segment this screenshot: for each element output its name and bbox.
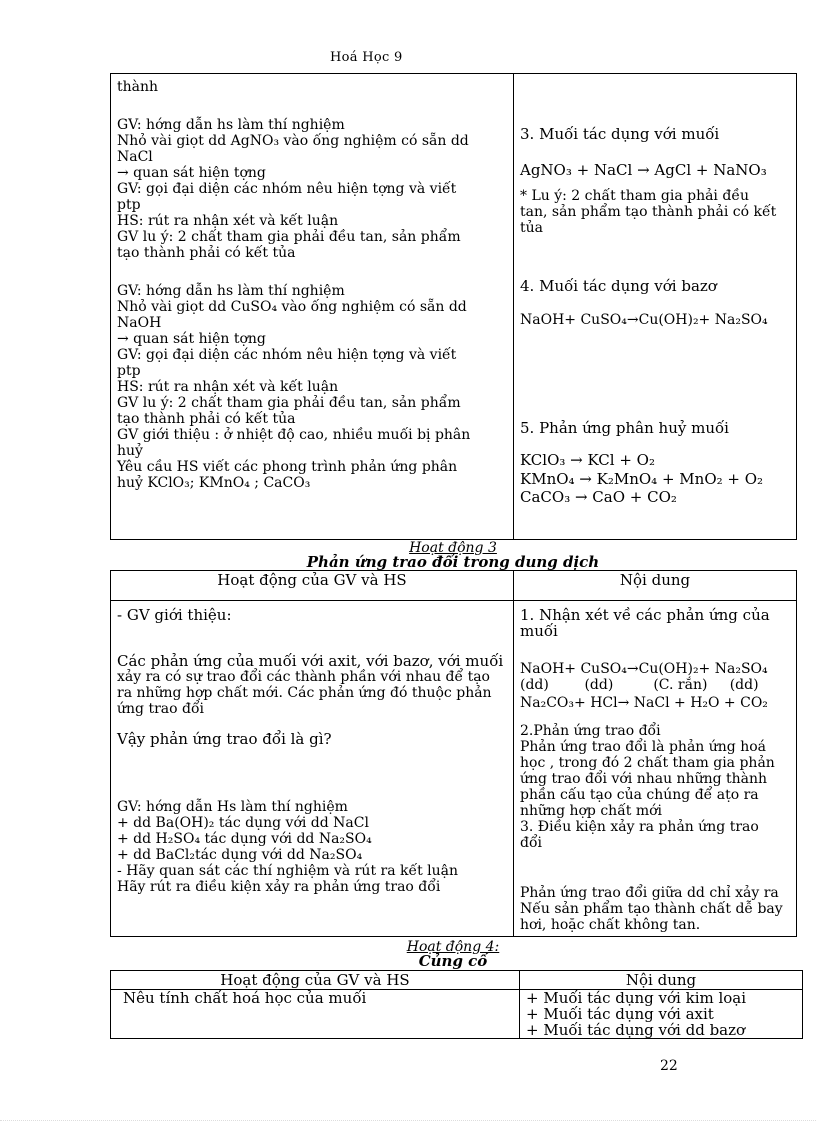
text-line: đổi xyxy=(520,835,543,851)
equation: CaCO₃ → CaO + CO₂ xyxy=(520,488,677,506)
equation: KClO₃ → KCl + O₂ xyxy=(520,451,655,469)
text-line: Nhỏ vài giọt dd CuSO₄ vào ống nghiệm có sẵn dd xyxy=(117,299,467,315)
text-line: huỷ xyxy=(117,443,143,459)
text-line: - Hãy quan sát các thí nghiệm và rút ra kết luận xyxy=(117,863,459,879)
text-line: NaCl xyxy=(117,149,153,165)
text-line: → quan sát hiện tợng xyxy=(117,331,266,347)
column-header: Nội dung xyxy=(520,971,803,990)
section-number: Hoạt động 4: xyxy=(406,939,500,955)
table1-right-cell xyxy=(514,74,797,540)
column-header: Nội dung xyxy=(514,571,797,601)
text-line: Các phản ứng của muối với axit, với bazơ, với muối xyxy=(117,652,504,670)
text-line: GV: hớng dẫn hs làm thí nghiệm xyxy=(117,117,345,133)
column-header: Hoạt động của GV và HS xyxy=(111,971,520,990)
text-line: GV giới thiệu : ở nhiệt độ cao, nhiều muối bị phân xyxy=(117,427,471,443)
text-line: + dd H₂SO₄ tác dụng với dd Na₂SO₄ xyxy=(117,831,372,847)
list-item: + Muối tác dụng với kim loại xyxy=(526,989,747,1007)
activity-table-1 xyxy=(110,73,797,540)
text-line: ứng trao đổi xyxy=(117,701,204,717)
text-line: Hãy rút ra điều kiện xảy ra phản ứng trao đổi xyxy=(117,879,441,895)
note-line: * Lu ý: 2 chất tham gia phải đều xyxy=(520,188,749,204)
text-line: huỷ KClO₃; KMnO₄ ; CaCO₃ xyxy=(117,475,311,491)
section-heading: 3. Muối tác dụng với muối xyxy=(520,125,720,143)
text-line: ptp xyxy=(117,197,141,213)
text-line: + dd BaCl₂tác dụng với dd Na₂SO₄ xyxy=(117,847,363,863)
text-line: GV lu ý: 2 chất tham gia phải đều tan, sản phẩm xyxy=(117,395,461,411)
note-line: tủa xyxy=(520,220,543,236)
text-line: NaOH xyxy=(117,315,162,331)
text-line: Yêu cầu HS viết các phong trình phản ứng phân xyxy=(117,459,458,475)
text-line: Nêu tính chất hoá học của muối xyxy=(123,989,367,1007)
activity-table-2 xyxy=(110,570,797,937)
text-line: muối xyxy=(520,622,558,640)
page-header: Hoá Học 9 xyxy=(330,50,403,65)
text-line: Phản ứng trao đổi là phản ứng hoá xyxy=(520,739,766,755)
text-line: phần cấu tạo của chúng để aṭo ra xyxy=(520,787,759,803)
state-labels: (dd) (dd) (C. rắn) (dd) xyxy=(520,677,759,693)
text-line: tạo thành phải có kết tủa xyxy=(117,245,296,261)
text-line: xảy ra có sự trao đổi các thành phần với nhau để tạo xyxy=(117,669,490,685)
text-line: thành xyxy=(117,79,159,95)
page-number: 22 xyxy=(660,1058,678,1074)
section-heading: 4. Muối tác dụng với bazơ xyxy=(520,277,717,295)
text-line: Nếu sản phẩm tạo thành chất dễ bay xyxy=(520,901,783,917)
table2-left-cell xyxy=(111,601,514,937)
equation: NaOH+ CuSO₄→Cu(OH)₂+ Na₂SO₄ xyxy=(520,312,768,328)
text-line: ra những hợp chất mới. Các phản ứng đó thuộc phản xyxy=(117,685,492,701)
text-line: HS: rút ra nhận xét và kết luận xyxy=(117,379,339,395)
equation: NaOH+ CuSO₄→Cu(OH)₂+ Na₂SO₄ xyxy=(520,661,768,677)
text-line: GV: hớng dẫn hs làm thí nghiệm xyxy=(117,283,345,299)
text-line: GV: gọi đại diện các nhóm nêu hiện tợng và viết xyxy=(117,181,457,197)
text-line: GV: hớng dẫn Hs làm thí nghiệm xyxy=(117,799,348,815)
text-line: Vậy phản ứng trao đổi là gì? xyxy=(117,730,332,748)
text-line: HS: rút ra nhận xét và kết luận xyxy=(117,213,339,229)
text-line: 2.Phản ứng trao đổi xyxy=(520,723,661,739)
list-item: + Muối tác dụng với dd bazơ xyxy=(526,1021,746,1039)
section-3-heading xyxy=(110,541,796,570)
section-title: Củng cố xyxy=(418,952,488,970)
text-line: ptp xyxy=(117,363,141,379)
section-4-heading xyxy=(110,940,796,969)
text-line: học , trong đó 2 chất tham gia phản xyxy=(520,755,775,771)
equation: AgNO₃ + NaCl → AgCl + NaNO₃ xyxy=(520,161,767,179)
text-line: Nhỏ vài giọt dd AgNO₃ vào ống nghiệm có sẵn dd xyxy=(117,133,469,149)
text-line: 1. Nhận xét về các phản ứng của xyxy=(520,606,770,624)
text-line: GV: gọi đại diện các nhóm nêu hiện tợng và viết xyxy=(117,347,457,363)
text-line: hơi, hoặc chất không tan. xyxy=(520,917,701,933)
equation: Na₂CO₃+ HCl→ NaCl + H₂O + CO₂ xyxy=(520,695,768,711)
page-divider xyxy=(0,1120,816,1121)
text-line: 3. Điều kiện xảy ra phản ứng trao xyxy=(520,819,759,835)
text-line: - GV giới thiệu: xyxy=(117,606,232,624)
text-line: GV lu ý: 2 chất tham gia phải đều tan, sản phẩm xyxy=(117,229,461,245)
text-line: tạo thành phải có kết tủa xyxy=(117,411,296,427)
section-title: Phản ứng trao đổi trong dung dịch xyxy=(306,553,600,571)
list-item: + Muối tác dụng với axit xyxy=(526,1005,714,1023)
equation: KMnO₄ → K₂MnO₄ + MnO₂ + O₂ xyxy=(520,470,764,488)
text-line: + dd Ba(OH)₂ tác dụng với dd NaCl xyxy=(117,815,369,831)
column-header: Hoạt động của GV và HS xyxy=(111,571,514,601)
text-line: Phản ứng trao đổi giữa dd chỉ xảy ra xyxy=(520,885,779,901)
text-line: ứng trao đổi với nhau những thành xyxy=(520,771,768,787)
table3-right-cell xyxy=(520,990,803,1039)
note-line: tan, sản phẩm tạo thành phải có kết xyxy=(520,204,777,220)
section-heading: 5. Phản ứng phân huỷ muối xyxy=(520,419,729,437)
text-line: những hợp chất mới xyxy=(520,803,663,819)
section-number: Hoạt động 3 xyxy=(409,540,497,556)
table2-right-cell xyxy=(514,601,797,937)
table3-left-cell xyxy=(111,990,520,1039)
activity-table-3 xyxy=(110,970,803,1039)
text-line: → quan sát hiện tợng xyxy=(117,165,266,181)
table1-left-cell xyxy=(111,74,514,540)
